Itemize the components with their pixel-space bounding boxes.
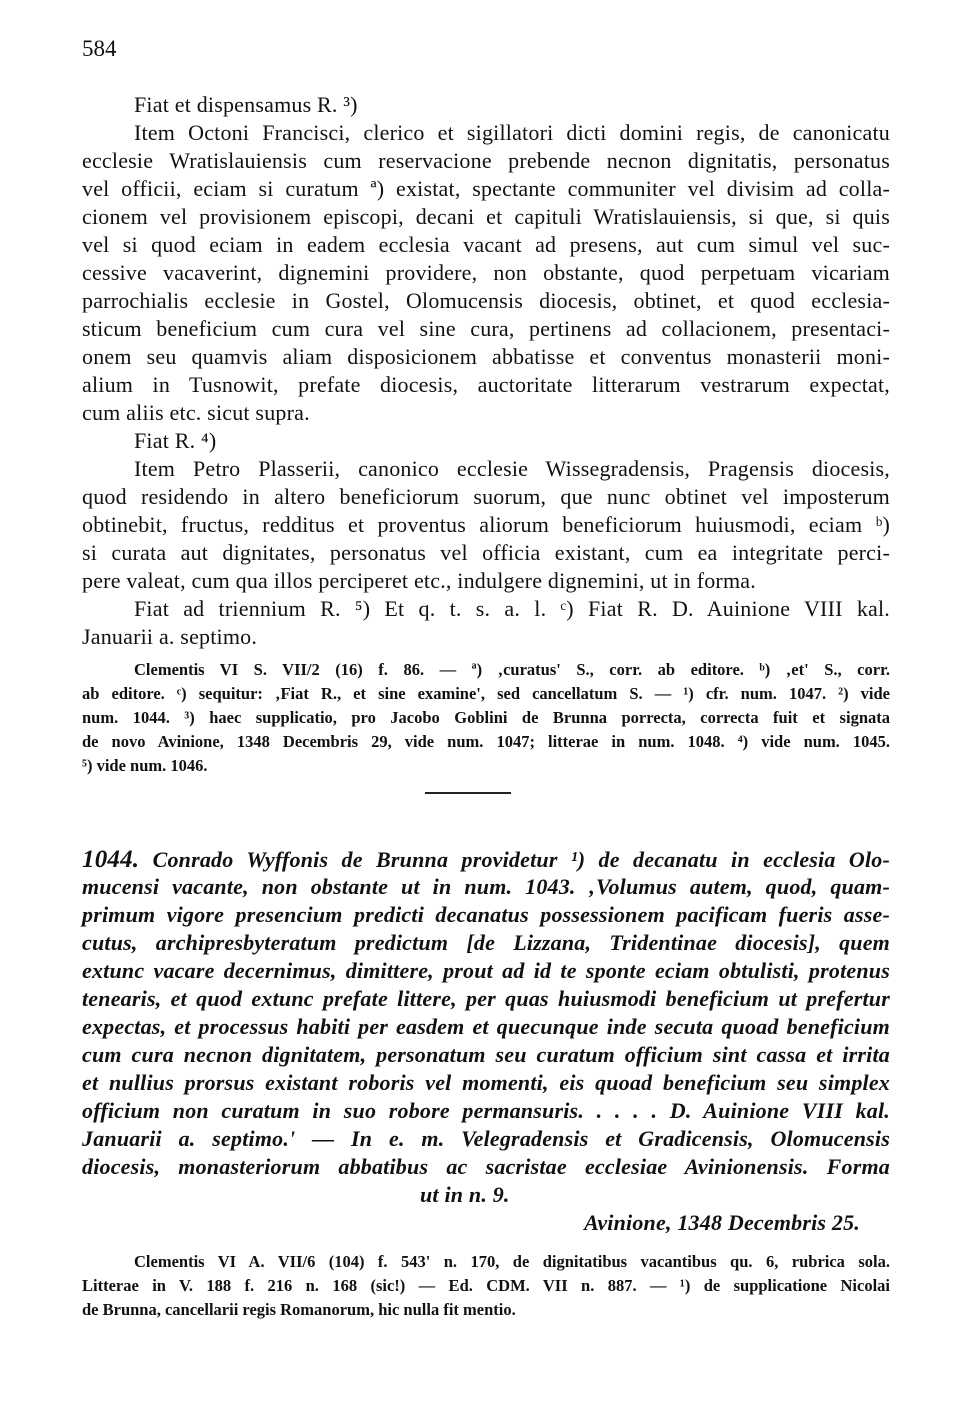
text-line: alium in Tusnowit, prefate diocesis, auctoritate litterarum vestrarum expectat, [82, 372, 890, 397]
text-line: parrochialis ecclesie in Gostel, Olomucensis diocesis, obtinet, et quod ecclesia- [82, 288, 890, 313]
text-line: Fiat R. ⁴) [134, 428, 217, 453]
footnote-line: Clementis VI A. VII/6 (104) f. 543' n. 170, de dignitatibus vacantibus qu. 6, rubrica sola. [134, 1252, 890, 1271]
entry-line: expectas, et processus habiti per easdem et quecunque inde secuta quoad beneficium [82, 1014, 890, 1039]
text-line: cessive vacaverint, dignemini providere, non obstante, quod perpetuam vicariam [82, 260, 890, 285]
footnote-line: ab editore. ᶜ) sequitur: ‚Fiat R., et sine examine', sed cancellatum S. — ¹) cfr. num. 1047. ²) vide [82, 684, 890, 703]
page-number: 584 [82, 36, 117, 61]
footnote-line: ⁵) vide num. 1046. [82, 756, 208, 775]
footnote-line: Clementis VI S. VII/2 (16) f. 86. — ª) ‚curatus' S., corr. ab editore. ᵇ) ‚et' S., corr. [134, 660, 890, 679]
section-divider [425, 792, 511, 794]
text-line: obtinebit, fructus, redditus et proventus aliorum beneficiorum huiusmodi, eciam ᵇ) [82, 512, 890, 537]
entry-number: 1044. [82, 846, 140, 873]
text-line: si curata aut dignitates, personatus vel officia existant, cum ea integritate perci- [82, 540, 890, 565]
text-line: ecclesie Wratislauiensis cum reservacione prebende necnon dignitatis, personatus [82, 148, 890, 173]
text-line: onem seu quamvis aliam disposicionem abbatisse et conventus monasterii moni- [82, 344, 890, 369]
text-line: Item Octoni Francisci, clerico et sigillatori dicti domini regis, de canonicatu [134, 120, 890, 145]
entry-line: et nullius prorsus existant roboris vel momenti, eis quoad beneficium seu simplex [82, 1070, 890, 1095]
text-line: vel si quod eciam in eadem ecclesia vacant ad presens, aut cum simul vel suc- [82, 232, 890, 257]
entry-line: primum vigore presencium predicti decanatus possessionem pacificam fueris asse- [82, 902, 890, 927]
entry-heading-line [82, 846, 890, 874]
text-line: pere valeat, cum qua illos perciperet etc., indulgere dignemini, ut in forma. [82, 568, 756, 593]
entry-line: tenearis, et quod extunc prefate littere, per quas huiusmodi beneficium ut prefertur [82, 986, 890, 1011]
entry-line: extunc vacare decernimus, dimittere, prout ad id te sponte eciam obtulisti, protenus [82, 958, 890, 983]
footnote-line: Litterae in V. 188 f. 216 n. 168 (sic!) — Ed. CDM. VII n. 887. — ¹) de supplicatione Nicolai [82, 1276, 890, 1295]
entry-text: Conrado Wyffonis de Brunna providetur ¹) de decanatu in ecclesia Olo- [152, 847, 890, 872]
text-line: Fiat ad triennium R. ⁵) Et q. t. s. a. l. ᶜ) Fiat R. D. Auinione VIII kal. [134, 596, 890, 621]
entry-line: diocesis, monasteriorum abbatibus ac sacristae ecclesiae Avinionensis. Forma [82, 1154, 890, 1179]
text-line: vel officii, eciam si curatum ª) existat, spectante communiter vel divisim ad colla- [82, 176, 890, 201]
entry-date: Avinione, 1348 Decembris 25. [584, 1210, 860, 1235]
entry-line: ut in n. 9. [420, 1182, 510, 1207]
footnote-line: de Brunna, cancellarii regis Romanorum, hic nulla fit mentio. [82, 1300, 516, 1319]
text-line: Fiat et dispensamus R. ³) [134, 92, 358, 117]
text-line: cionem vel provisionem episcopi, decani et capituli Wratislauiensis, si que, si quis [82, 204, 890, 229]
footnote-line: de novo Avinione, 1348 Decembris 29, vide num. 1047; litterae in num. 1048. ⁴) vide num. 1045. [82, 732, 890, 751]
entry-line: cutus, archipresbyteratum predictum [de Lizzana, Tridentinae diocesis], quem [82, 930, 890, 955]
entry-line: mucensi vacante, non obstante ut in num. 1043. ‚Volumus autem, quod, quam- [82, 874, 890, 899]
text-line: Item Petro Plasserii, canonico ecclesie Wissegradensis, Pragensis diocesis, [134, 456, 890, 481]
entry-line: Januarii a. septimo.' — In e. m. Velegradensis et Gradicensis, Olomucensis [82, 1126, 890, 1151]
text-line: Januarii a. septimo. [82, 624, 258, 649]
entry-line: officium non curatum in suo robore permansuris. . . . . D. Auinione VIII kal. [82, 1098, 890, 1123]
entry-line: cum cura necnon dignitatem, personatum seu curatum officium sint cassa et irrita [82, 1042, 890, 1067]
text-line: cum aliis etc. sicut supra. [82, 400, 310, 425]
text-line: quod residendo in altero beneficiorum suorum, que nunc obtinet vel imposterum [82, 484, 890, 509]
footnote-line: num. 1044. ³) haec supplicatio, pro Jacobo Goblini de Brunna porrecta, correcta fuit et signata [82, 708, 890, 727]
text-line: sticum beneficium cum cura vel sine cura, pertinens ad collacionem, presentaci- [82, 316, 890, 341]
